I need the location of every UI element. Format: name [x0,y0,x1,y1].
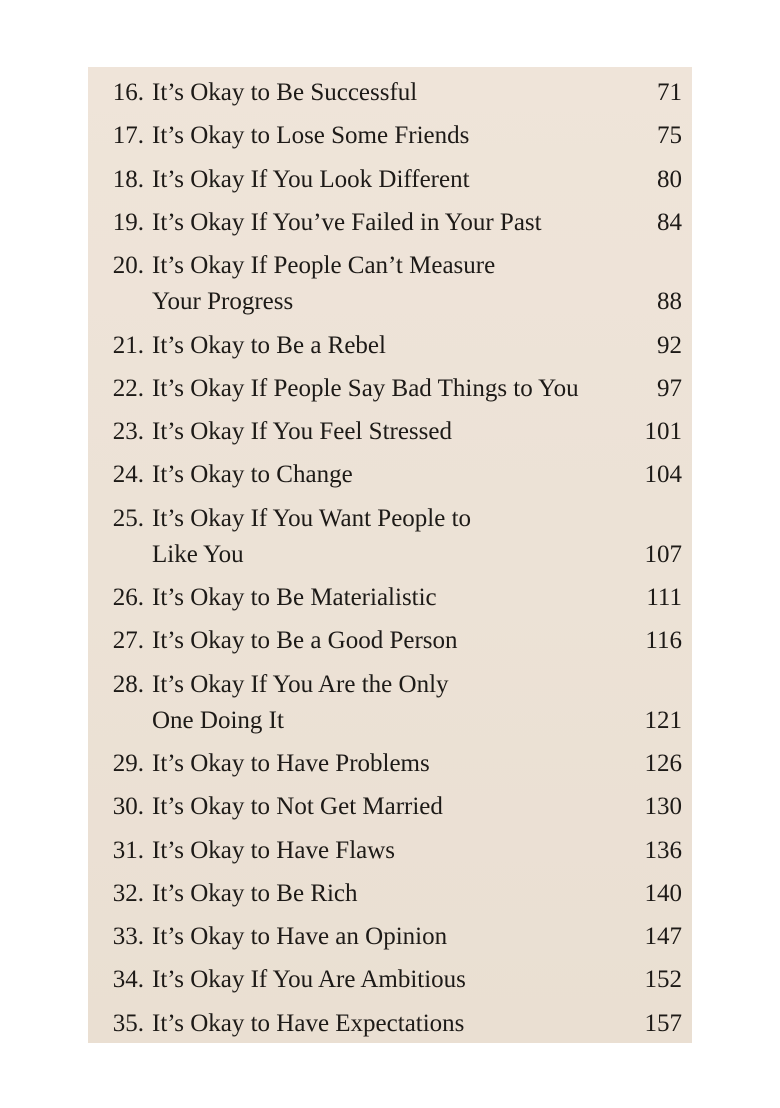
entry-title-line: Your Progress [152,288,294,316]
toc-entry [98,414,682,450]
entry-number: 31. [112,836,144,864]
toc-entry [98,623,682,659]
entry-number: 30. [112,793,144,821]
entry-title [152,75,612,111]
entry-page-number: 92 [657,331,682,359]
entry-title [152,205,612,241]
entry-title-line: It’s Okay to Have Flaws [152,836,396,864]
entry-number: 34. [112,966,144,994]
entry-title [152,833,612,869]
entry-title-line: It’s Okay If People Can’t Measure [152,252,496,280]
entry-title [152,789,612,825]
entry-title-line: It’s Okay to Be a Good Person [152,627,458,655]
entry-number: 23. [112,418,144,446]
entry-title [152,328,612,364]
entry-title-line: It’s Okay to Have Problems [152,749,430,777]
entry-title-line: It’s Okay to Be a Rebel [152,331,386,359]
toc-entry [98,580,682,616]
toc-entry [98,1006,682,1042]
entry-title [152,1006,612,1042]
entry-title-line: It’s Okay to Have Expectations [152,1009,465,1037]
entry-page-number: 152 [644,966,682,994]
entry-title-line: It’s Okay to Be Materialistic [152,584,437,611]
entry-number: 18. [112,165,144,193]
entry-number: 35. [112,1009,144,1037]
book-page [88,67,692,1043]
entry-number: 32. [112,879,144,907]
toc-entry [98,371,682,407]
entry-number: 33. [112,923,144,951]
toc-entry [98,789,682,825]
entry-title [152,414,612,450]
entry-page-number: 116 [645,627,682,655]
toc-entry [98,746,682,782]
entry-title [152,623,612,659]
entry-title-line: One Doing It [152,706,284,734]
entry-number: 19. [112,208,144,236]
entry-title [152,746,612,782]
entry-title [152,248,612,320]
entry-number: 24. [112,461,144,489]
toc-entry [98,205,682,241]
entry-number: 29. [112,749,144,777]
toc-entry [98,501,682,573]
toc-entry [98,248,682,320]
entry-number: 17. [112,122,144,150]
entry-page-number: 71 [657,79,682,106]
toc-entry [98,962,682,998]
entry-page-number: 126 [644,749,682,777]
entry-number: 22. [112,374,144,402]
entry-page-number: 104 [644,461,682,489]
entry-page-number: 84 [657,208,682,236]
toc-entry [98,876,682,912]
entry-page-number: 80 [657,165,682,193]
entry-title [152,162,612,198]
entry-number: 26. [112,584,144,611]
entry-title-line: It’s Okay If You Want People to [152,504,472,532]
toc-entry [98,919,682,955]
entry-title-line: It’s Okay to Lose Some Friends [152,122,470,150]
entry-title-line: It’s Okay If You Are Ambitious [152,966,466,994]
toc-entry [98,667,682,739]
entry-title [152,876,612,912]
toc-entry [98,833,682,869]
entry-title-line: It’s Okay to Have an Opinion [152,923,448,951]
entry-title [152,667,612,739]
entry-number: 27. [112,627,144,655]
entry-title-line: It’s Okay If You Look Different [152,165,470,193]
entry-title [152,919,612,955]
entry-page-number: 97 [657,374,682,402]
entry-title-line: It’s Okay to Change [152,461,353,489]
toc-entry [98,75,682,111]
entry-title-line: It’s Okay If People Say Bad Things to You [152,374,579,402]
entry-page-number: 88 [657,288,682,316]
entry-page-number: 136 [644,836,682,864]
entry-title [152,118,612,154]
entry-number: 16. [112,79,144,106]
entry-title [152,580,612,616]
toc-entry [98,457,682,493]
entry-title [152,457,612,493]
entry-title-line: It’s Okay If You’ve Failed in Your Past [152,208,542,236]
toc-entry [98,328,682,364]
entry-number: 21. [112,331,144,359]
entry-title [152,501,612,573]
entry-page-number: 111 [646,584,682,611]
entry-title-line: It’s Okay If You Are the Only [152,670,449,698]
entry-number: 28. [112,670,144,698]
entry-page-number: 75 [657,122,682,150]
entry-title-line: It’s Okay to Be Rich [152,879,358,907]
entry-title [152,371,612,407]
entry-page-number: 107 [644,540,682,568]
entry-title-line: It’s Okay If You Feel Stressed [152,418,452,446]
toc-entry [98,118,682,154]
entry-title-line: Like You [152,540,244,568]
entry-number: 20. [112,252,144,280]
entry-title-line: It’s Okay to Not Get Married [152,793,443,821]
entry-page-number: 101 [644,418,682,446]
entry-page-number: 130 [644,793,682,821]
entry-title-line: It’s Okay to Be Successful [152,79,418,106]
entry-page-number: 157 [644,1009,682,1037]
entry-page-number: 147 [644,923,682,951]
toc-entry [98,162,682,198]
entry-page-number: 121 [644,706,682,734]
entry-title [152,962,612,998]
entry-page-number: 140 [644,879,682,907]
entry-number: 25. [112,504,144,532]
